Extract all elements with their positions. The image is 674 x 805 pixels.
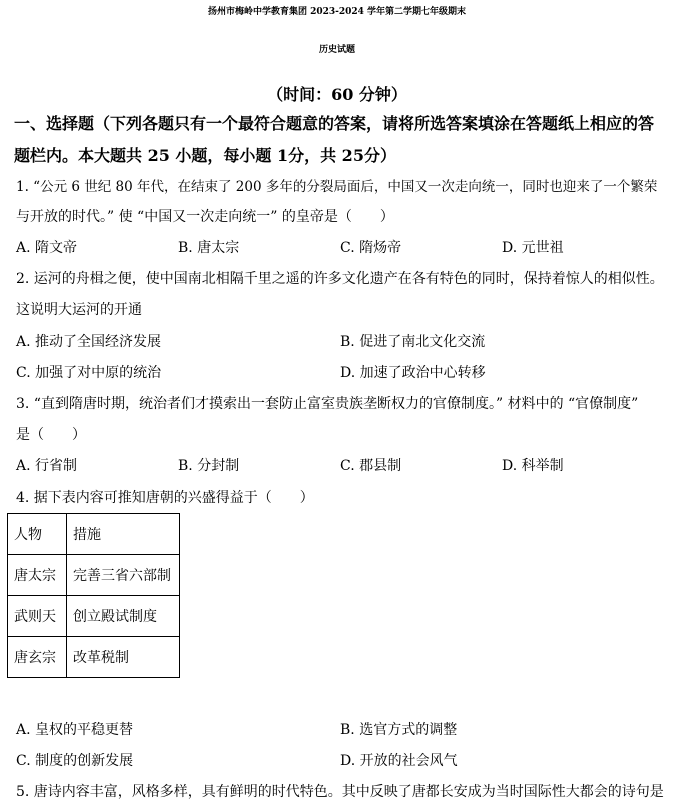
option-d: D. 开放的社会风气 [340,753,458,769]
table-header-person: 人物 [8,514,67,555]
option-d: D. 科举制 [502,458,564,474]
table-cell-person: 唐玄宗 [8,637,67,678]
option-c: C. 加强了对中原的统治 [16,365,162,381]
table-row [8,596,180,637]
option-a: A. 推动了全国经济发展 [16,334,162,350]
option-a: A. 隋文帝 [16,240,78,256]
question-text-line: 2. 运河的舟楫之便，使中国南北相隔千里之遥的许多文化遗产在各有特色的同时，保持着惊人的相似性。 [16,271,664,287]
question-text-line: 是（ ） [16,427,86,443]
option-a: A. 皇权的平稳更替 [16,722,134,738]
option-b: B. 促进了南北文化交流 [340,334,486,350]
question-text-line: 4. 据下表内容可推知唐朝的兴盛得益于（ ） [16,490,314,506]
option-b: B. 分封制 [178,458,240,474]
option-d: D. 元世祖 [502,240,564,256]
table-cell-measure: 改革税制 [67,637,180,678]
option-b: B. 唐太宗 [178,240,240,256]
option-c: C. 制度的创新发展 [16,753,134,769]
question-text-line: 1. “公元 6 世纪 80 年代，在结束了 200 多年的分裂局面后，中国又一次走向统一，同时也迎来了一个繁荣 [16,179,658,195]
exam-subject: 历史试题 [318,45,355,55]
question-text-line: 与开放的时代。” 使 “中国又一次走向统一” 的皇帝是（ ） [16,209,394,225]
option-c: C. 隋炀帝 [340,240,402,256]
option-c: C. 郡县制 [340,458,402,474]
table-cell-person: 唐太宗 [8,555,67,596]
table-cell-measure: 创立殿试制度 [67,596,180,637]
question-text-line: 这说明大运河的开通 [16,302,142,318]
question-text-line: 5. 唐诗内容丰富，风格多样，具有鲜明的时代特色。其中反映了唐都长安成为当时国际性大都会的诗句是 [16,784,664,800]
option-d: D. 加速了政治中心转移 [340,365,486,381]
table-row [8,637,180,678]
exam-title: 扬州市梅岭中学教育集团 2023-2024 学年第二学期七年级期末 [207,7,467,17]
table-cell-person: 武则天 [8,596,67,637]
exam-time: （时间：60 分钟） [267,85,407,104]
table-header-measure: 措施 [67,514,180,555]
table-row [8,555,180,596]
question-text-line: 3. “直到隋唐时期，统治者们才摸索出一套防止富室贵族垄断权力的官僚制度。” 材料中的 “官僚制度” [16,396,639,412]
option-a: A. 行省制 [16,458,78,474]
section-heading-line-2: 题栏内。本大题共 25 小题，每小题 1分，共 25分） [14,146,396,165]
section-heading-line-1: 一、选择题（下列各题只有一个最符合题意的答案，请将所选答案填涂在答题纸上相应的答 [14,114,655,133]
measures-table [7,513,180,678]
option-b: B. 选官方式的调整 [340,722,458,738]
table-cell-measure: 完善三省六部制 [67,555,180,596]
table-row [8,514,180,555]
